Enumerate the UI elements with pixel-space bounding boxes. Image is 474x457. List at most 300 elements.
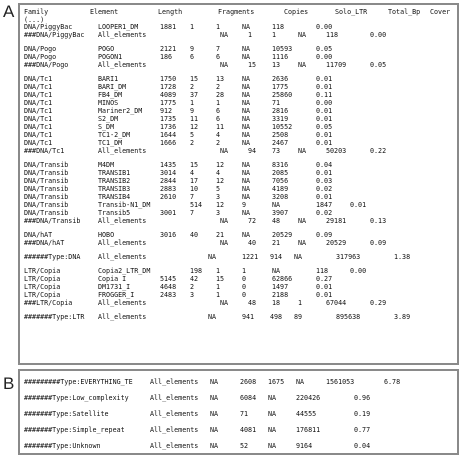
table-cell: 912 [160,107,173,115]
table-cell: 2610 [160,193,177,201]
table-cell: NA [242,83,251,91]
table-cell: 0.11 [316,91,333,99]
table-cell: DNA/Tc1 [24,75,53,83]
table-cell: S_DM [98,123,115,131]
table-cell: 94 [248,147,257,155]
summary-cell: NA [268,442,277,450]
table-cell: 1 [190,23,195,31]
table-cell: DM1731_I [98,283,131,291]
table-cell: 1 [216,23,221,31]
table-cell: DNA/Transib [24,185,69,193]
table-cell: NA [298,31,307,39]
table-cell: 4089 [160,91,177,99]
summary-cell: NA [268,410,277,418]
table-cell: 0 [242,283,247,291]
table-cell: NA [242,177,251,185]
table-cell: NA [242,161,251,169]
table-cell: Mariner2_DM [98,107,143,115]
table-cell: All_elements [98,31,147,39]
table-cell: 498 [270,313,283,321]
table-cell: S2_DM [98,115,119,123]
table-cell: DNA/Transib [24,161,69,169]
table-cell: 2508 [272,131,289,139]
table-cell: 2 [216,139,221,147]
table-cell: HOBO [98,231,115,239]
table-cell: 6 [190,53,195,61]
summary-cell: 1675 [268,378,285,386]
table-cell: 1736 [160,123,177,131]
table-cell: 7 [190,193,195,201]
table-cell: 2483 [160,291,177,299]
table-cell: 2467 [272,139,289,147]
table-cell: 9 [190,45,195,53]
table-cell: Transib5 [98,209,131,217]
summary-cell: NA [210,410,219,418]
summary-cell: All_elements [150,394,199,402]
table-cell: 2883 [160,185,177,193]
summary-cell: NA [268,426,277,434]
summary-cell: All_elements [150,426,199,434]
table-cell: 10593 [272,45,293,53]
summary-cell: #######Type:Unknown [24,442,101,450]
table-cell: 3 [190,291,195,299]
table-cell: 3 [216,193,221,201]
summary-cell: 0.19 [354,410,371,418]
table-cell: TRANSIB2 [98,177,131,185]
table-cell: 3319 [272,115,289,123]
table-cell: 2121 [160,45,177,53]
table-cell: 11 [216,123,225,131]
table-cell: 6 [216,115,221,123]
table-cell: ###LTR/Copia [24,299,73,307]
table-cell: 1 [216,291,221,299]
table-cell: All_elements [98,61,147,69]
table-cell: 12 [190,123,199,131]
summary-cell: 1561053 [326,378,355,386]
table-cell: 0.00 [316,53,333,61]
table-cell: 6 [216,107,221,115]
table-cell: 6 [216,53,221,61]
table-cell: DNA/Pogo [24,53,57,61]
summary-cell: All_elements [150,442,199,450]
table-cell: 2 [190,83,195,91]
table-cell: 15 [190,161,199,169]
table-cell: NA [242,123,251,131]
table-cell: 3208 [272,193,289,201]
table-cell: 1 [242,267,247,275]
table-cell: NA [242,169,251,177]
table-cell: 9 [190,107,195,115]
table-cell: 10 [190,185,199,193]
panel-label-a: A [3,2,15,21]
table-cell: 1497 [272,283,289,291]
table-cell: NA [242,53,251,61]
table-cell: 15 [216,275,225,283]
table-cell: 0.03 [316,177,333,185]
table-cell: DNA/Tc1 [24,131,53,139]
table-cell: 2844 [160,177,177,185]
table-cell: 5 [216,185,221,193]
table-cell: 50203 [326,147,347,155]
table-cell: 29181 [326,217,347,225]
table-cell: 0 [242,275,247,283]
table-cell: M4DM [98,161,115,169]
table-cell: 0.09 [370,239,387,247]
table-cell: 2 [190,139,195,147]
table-cell: NA [220,217,229,225]
table-cell: 71 [272,99,281,107]
table-cell: 0.05 [370,61,387,69]
summary-cell: #########Type:EVERYTHING_TE [24,378,133,386]
table-cell: NA [242,23,251,31]
table-cell: MINOS [98,99,119,107]
table-cell: 17 [190,177,199,185]
table-cell: 1847 [316,201,333,209]
table-cell: 1 [216,99,221,107]
table-cell: 89 [294,313,303,321]
table-cell: 12 [216,177,225,185]
table-cell: 198 [190,267,203,275]
panel-label-b: B [3,374,15,393]
table-cell: 18 [272,299,281,307]
table-cell: 12 [216,201,225,209]
table-cell: TRANSIB1 [98,169,131,177]
table-cell: NA [220,61,229,69]
table-cell: LTR/Copia [24,283,61,291]
table-cell: 11709 [326,61,347,69]
table-cell: All_elements [98,217,147,225]
table-cell: 4648 [160,283,177,291]
table-cell: 8316 [272,161,289,169]
table-cell: ######Type:DNA [24,253,81,261]
table-cell: 15 [190,75,199,83]
table-cell: 1775 [160,99,177,107]
summary-cell: 71 [240,410,249,418]
table-cell: 62866 [272,275,293,283]
table-cell: NA [208,253,217,261]
table-cell: 20529 [326,239,347,247]
table-cell: 3016 [160,231,177,239]
panel-b-table [18,369,459,455]
table-cell: All_elements [98,299,147,307]
table-cell: DNA/Tc1 [24,139,53,147]
summary-cell: 2608 [240,378,257,386]
table-cell: DNA/Tc1 [24,83,53,91]
table-cell: 0.01 [350,201,367,209]
table-cell: 186 [160,53,173,61]
table-cell: 0.05 [316,45,333,53]
table-cell: ###DNA/Tc1 [24,147,65,155]
table-cell: 1 [248,31,253,39]
header-cell: Element [90,8,119,16]
summary-cell: 0.04 [354,442,371,450]
table-cell: 4 [190,169,195,177]
summary-cell: 0.96 [354,394,371,402]
summary-cell: 176811 [296,426,321,434]
table-cell: All_elements [98,313,147,321]
table-cell: 1221 [242,253,259,261]
table-cell: 2085 [272,169,289,177]
header-cell: Length [158,8,183,16]
table-cell: NA [220,147,229,155]
table-cell: ###DNA/hAT [24,239,65,247]
table-cell: 73 [272,147,281,155]
panel-a-table [18,3,459,365]
table-cell: DNA/Tc1 [24,115,53,123]
table-cell: NA [242,115,251,123]
summary-cell: NA [296,378,305,386]
table-cell: All_elements [98,147,147,155]
table-cell: 72 [248,217,257,225]
table-cell: NA [220,31,229,39]
table-cell: NA [242,75,251,83]
table-cell: NA [298,239,307,247]
table-cell: POGON1 [98,53,123,61]
table-cell: 2816 [272,107,289,115]
table-cell: 0.00 [350,267,367,275]
table-cell: 28 [216,91,225,99]
table-cell: TRANSIB4 [98,193,131,201]
table-cell: ###DNA/PiggyBac [24,31,85,39]
summary-cell: NA [210,442,219,450]
header-cell: Total_Bp [388,8,421,16]
table-cell: ###DNA/Transib [24,217,81,225]
table-cell: 1881 [160,23,177,31]
table-cell: 3001 [160,209,177,217]
table-cell: 0.01 [316,291,333,299]
table-cell: 25860 [272,91,293,99]
table-cell: 1 [298,299,303,307]
summary-cell: #######Type:Satellite [24,410,109,418]
table-cell: 11 [190,115,199,123]
table-cell: 1116 [272,53,289,61]
table-cell: 941 [242,313,255,321]
table-cell: NA [298,217,307,225]
table-cell: DNA/Transib [24,193,69,201]
table-cell: 13 [216,75,225,83]
table-cell: DNA/PiggyBac [24,23,73,31]
summary-cell: 52 [240,442,249,450]
table-cell: 13 [272,61,281,69]
table-cell: 40 [190,231,199,239]
table-cell: 0.00 [316,99,333,107]
table-cell: 1.38 [394,253,411,261]
table-cell: All_elements [98,253,147,261]
table-cell: 3014 [160,169,177,177]
table-cell: 1 [190,99,195,107]
table-cell: TC1-2_DM [98,131,131,139]
table-cell: LOOPER1_DM [98,23,139,31]
summary-cell: NA [210,426,219,434]
table-cell: NA [220,239,229,247]
header-cell: Copies [284,8,309,16]
table-cell: FB4_DM [98,91,123,99]
table-cell: 40 [248,239,257,247]
table-cell: DNA/Transib [24,209,69,217]
table-cell: 20529 [272,231,293,239]
table-cell: 1728 [160,83,177,91]
summary-cell: 4081 [240,426,257,434]
table-cell: 1775 [272,83,289,91]
header-cell: Family [24,8,49,16]
table-cell: 0.05 [316,123,333,131]
table-cell: NA [242,45,251,53]
table-cell: #######Type:LTR [24,313,85,321]
table-cell: Copia2_LTR_DM [98,267,151,275]
table-cell: LTR/Copia [24,291,61,299]
table-cell: 4 [216,169,221,177]
table-cell: NA [220,299,229,307]
table-cell: 914 [270,253,283,261]
table-cell: NA [242,99,251,107]
table-cell: 10552 [272,123,293,131]
table-cell: 5 [190,131,195,139]
table-cell: LTR/Copia [24,267,61,275]
table-cell: BARI1 [98,75,119,83]
ellipsis-text: (...) [24,16,45,24]
table-cell: 2188 [272,291,289,299]
summary-cell: NA [210,394,219,402]
table-cell: DNA/Tc1 [24,123,53,131]
table-cell: DNA/hAT [24,231,53,239]
table-cell: 118 [272,23,285,31]
table-cell: 0.01 [316,131,333,139]
table-cell: 1666 [160,139,177,147]
table-cell: 3.89 [394,313,411,321]
summary-cell: All_elements [150,378,199,386]
table-cell: NA [272,267,281,275]
table-cell: 0.01 [316,169,333,177]
table-cell: 7056 [272,177,289,185]
summary-cell: 6.78 [384,378,401,386]
table-cell: 3 [216,209,221,217]
table-cell: 0.01 [316,283,333,291]
table-cell: NA [298,61,307,69]
table-cell: 1 [216,283,221,291]
table-cell: 7 [216,45,221,53]
table-cell: 1735 [160,115,177,123]
table-cell: NA [242,193,251,201]
summary-cell: NA [268,394,277,402]
table-cell: 21 [216,231,225,239]
table-cell: 0.27 [316,275,333,283]
table-cell: 0.09 [316,231,333,239]
table-cell: 0.02 [316,209,333,217]
table-cell: BARI_DM [98,83,127,91]
table-cell: 0.01 [316,83,333,91]
table-cell: DNA/Tc1 [24,107,53,115]
table-cell: TRANSIB3 [98,185,131,193]
table-cell: 0.13 [370,217,387,225]
table-cell: 0.01 [316,139,333,147]
table-cell: NA [242,107,251,115]
table-cell: 5145 [160,275,177,283]
table-cell: 1 [216,267,221,275]
summary-cell: All_elements [150,410,199,418]
table-cell: 9 [242,201,247,209]
table-cell: 4189 [272,185,289,193]
table-cell: 15 [248,61,257,69]
table-cell: 0.01 [316,107,333,115]
table-cell: NA [298,147,307,155]
table-cell: 3907 [272,209,289,217]
table-cell: Copia I [98,275,127,283]
table-cell: DNA/Transib [24,169,69,177]
table-cell: POGO [98,45,115,53]
table-cell: 48 [272,217,281,225]
table-cell: NA [242,131,251,139]
table-cell: 2636 [272,75,289,83]
table-cell: 0.01 [316,115,333,123]
table-cell: 1435 [160,161,177,169]
table-cell: 21 [272,239,281,247]
table-cell: 37 [190,91,199,99]
table-cell: 2 [216,83,221,91]
table-cell: 48 [248,299,257,307]
table-cell: 2 [190,283,195,291]
summary-cell: #######Type:Simple_repeat [24,426,125,434]
table-cell: 0.04 [316,161,333,169]
table-cell: DNA/Transib [24,201,69,209]
table-cell: 0.22 [370,147,387,155]
table-cell: NA [272,201,281,209]
table-cell: NA [242,185,251,193]
summary-cell: 220426 [296,394,321,402]
table-cell: 895638 [336,313,361,321]
table-cell: NA [242,91,251,99]
table-cell: 67044 [326,299,347,307]
table-cell: Transib-N1_DM [98,201,151,209]
table-cell: 0.01 [316,75,333,83]
table-cell: ###DNA/Pogo [24,61,69,69]
summary-cell: 0.77 [354,426,371,434]
summary-cell: 6084 [240,394,257,402]
table-cell: DNA/Tc1 [24,99,53,107]
summary-cell: NA [210,378,219,386]
table-cell: 1 [272,31,277,39]
table-cell: 1750 [160,75,177,83]
table-cell: All_elements [98,239,147,247]
table-cell: 42 [190,275,199,283]
table-cell: TC1_DM [98,139,123,147]
table-cell: LTR/Copia [24,275,61,283]
table-cell: NA [294,253,303,261]
table-cell: NA [242,231,251,239]
table-cell: DNA/Transib [24,177,69,185]
header-cell: Solo_LTR [335,8,368,16]
header-cell: Fragments [218,8,255,16]
table-cell: 0.29 [370,299,387,307]
table-cell: 4 [216,131,221,139]
table-cell: 0.00 [370,31,387,39]
table-cell: NA [242,209,251,217]
table-cell: NA [208,313,217,321]
table-cell: 0.00 [316,23,333,31]
table-cell: 0.01 [316,193,333,201]
summary-cell: 44555 [296,410,317,418]
table-cell: 0 [242,291,247,299]
summary-cell: 9164 [296,442,313,450]
table-cell: NA [242,139,251,147]
table-cell: 12 [216,161,225,169]
header-cell: Cover [430,8,451,16]
table-cell: 118 [316,267,329,275]
table-cell: DNA/Tc1 [24,91,53,99]
table-cell: 317963 [336,253,361,261]
table-cell: 514 [190,201,203,209]
summary-cell: #######Type:Low_complexity [24,394,129,402]
table-cell: 0.02 [316,185,333,193]
